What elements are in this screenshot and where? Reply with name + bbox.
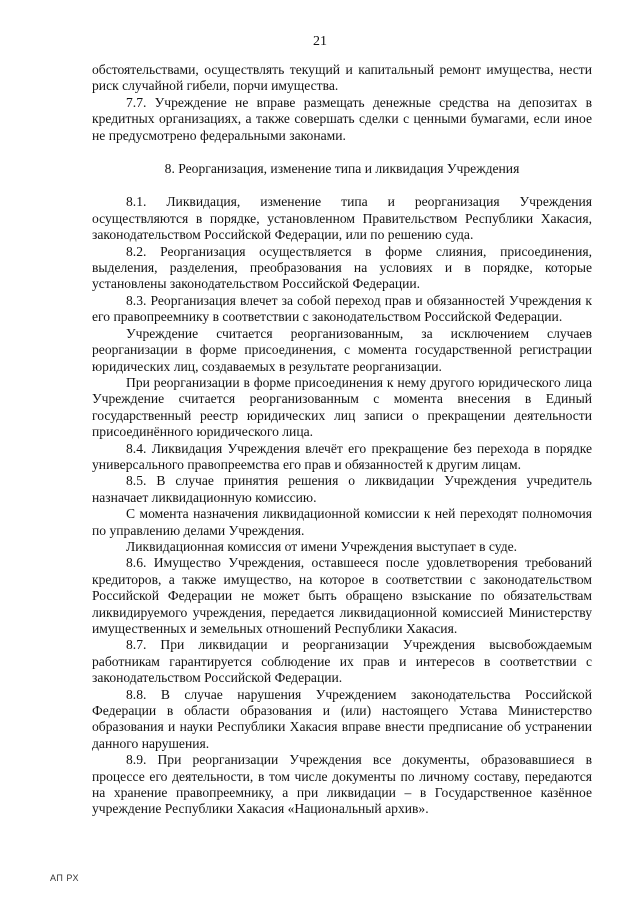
paragraph-7-7: 7.7. Учреждение не вправе размещать денежные средства на депозитах в кредитных организациях, а также совершать сделки с ценными бумагами, если иное не предусмотрено федеральными законами. xyxy=(92,94,592,143)
section-heading-8: 8. Реорганизация, изменение типа и ликвидация Учреждения xyxy=(164,161,520,177)
paragraph-8-4: 8.4. Ликвидация Учреждения влечёт его прекращение без перехода в порядке универсального правопреемства его прав и обязанностей к другим лицам. xyxy=(92,440,592,472)
paragraph-8-5-court: Ликвидационная комиссия от имени Учреждения выступает в суде. xyxy=(126,538,518,554)
paragraph-8-1: 8.1. Ликвидация, изменение типа и реорганизация Учреждения осуществляются в порядке, установленном Правительством Республики Хакасия, законодательством Российской Федерации, или по решению суда. xyxy=(92,194,592,243)
paragraph-8-8: 8.8. В случае нарушения Учреждением законодательства Российской Федерации в области образования и (или) настоящего Устава Министерство образования и науки Республики Хакасия вправе внести предписание об устранении данного нарушения. xyxy=(92,686,592,751)
paragraph-8-2: 8.2. Реорганизация осуществляется в форме слияния, присоединения, выделения, разделения, преобразования на условиях и в порядке, которые установлены законодательством Российской Федерации. xyxy=(92,243,592,292)
paragraph-continuation: обстоятельствами, осуществлять текущий и капитальный ремонт имущества, нести риск случайной гибели, порчи имущества. xyxy=(92,62,592,94)
paragraph-8-5: 8.5. В случае принятия решения о ликвидации Учреждения учредитель назначает ликвидационную комиссию. xyxy=(92,473,592,505)
archive-stamp: АП РХ xyxy=(50,873,79,883)
paragraph-8-3: 8.3. Реорганизация влечет за собой переход прав и обязанностей Учреждения к его правопреемнику в соответствии с законодательством Российской Федерации. xyxy=(92,292,592,325)
paragraph-8-6: 8.6. Имущество Учреждения, оставшееся после удовлетворения требований кредиторов, а также имущество, на которое в соответствии с законодательством Российской Федерации не может быть обращено взыскание по обязательствам ликвидируемого учреждения, передается ликвидационной комиссией Министерству имущественных и земельных отношений Республики Хакасия. xyxy=(92,555,592,636)
paragraph-8-3-reorganized: Учреждение считается реорганизованным, за исключением случаев реорганизации в форме присоединения, с момента государственной регистрации юридических лиц, создаваемых в результате реорганизации. xyxy=(92,325,592,374)
paragraph-8-9: 8.9. При реорганизации Учреждения все документы, образовавшиеся в процессе его деятельности, в том числе документы по личному составу, передаются на хранение правопреемнику, а при ликвидации – в Государственное казённое учреждение Республики Хакасия «Национальный архив». xyxy=(92,752,592,817)
page-number: 21 xyxy=(313,34,327,49)
paragraph-8-7: 8.7. При ликвидации и реорганизации Учреждения высвобождаемым работникам гарантируется соблюдение их прав и интересов в соответствии с законодательством Российской Федерации. xyxy=(92,637,592,686)
paragraph-8-3-merger: При реорганизации в форме присоединения к нему другого юридического лица Учреждение считается реорганизованным с момента внесения в Единый государственный реестр юридических лиц записи о прекращении деятельности присоединённого юридического лица. xyxy=(92,374,592,440)
paragraph-8-5-commission: С момента назначения ликвидационной комиссии к ней переходят полномочия по управлению делами Учреждения. xyxy=(92,506,592,538)
document-body xyxy=(92,62,592,818)
